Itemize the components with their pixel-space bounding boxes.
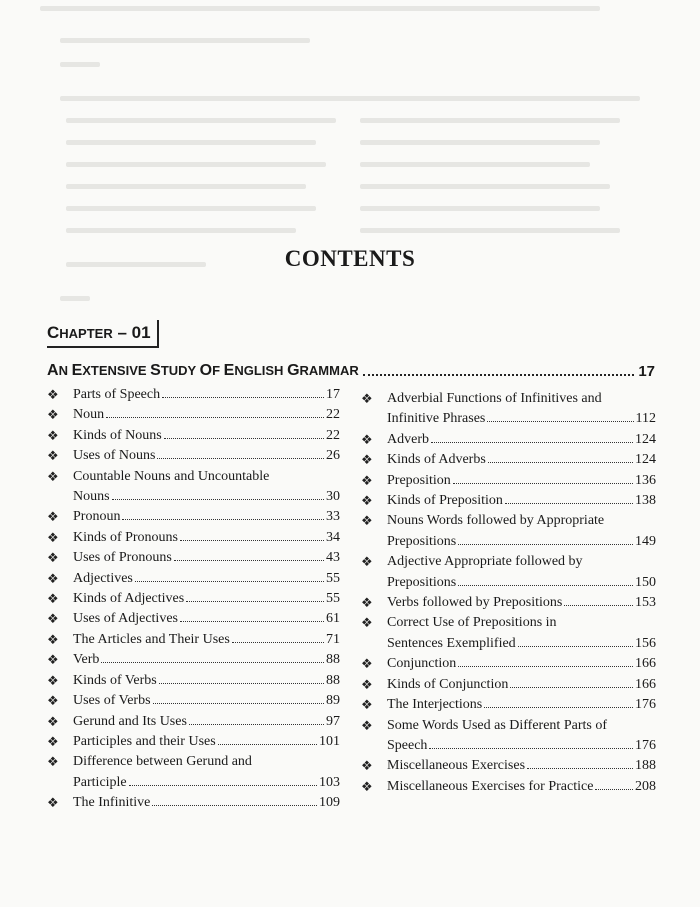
entry-title: Prepositions bbox=[387, 574, 457, 590]
page-number: 34 bbox=[326, 529, 340, 545]
page-number: 22 bbox=[326, 407, 340, 423]
entry-title: Kinds of Adverbs bbox=[387, 452, 486, 468]
entry-title-line: Nouns Words followed by Appropriate bbox=[387, 513, 605, 529]
page-number: 166 bbox=[635, 656, 656, 672]
toc-left-entry bbox=[47, 712, 340, 732]
chapter-word: HAPTER bbox=[59, 326, 113, 341]
toc-left-entry bbox=[47, 548, 340, 568]
dot-leader bbox=[232, 642, 324, 643]
entry-title: The Articles and Their Uses bbox=[73, 631, 230, 647]
page-number: 101 bbox=[319, 733, 340, 749]
dot-leader bbox=[429, 748, 633, 749]
toc-left-entry bbox=[47, 589, 340, 609]
bullet-icon: ❖ bbox=[361, 758, 373, 774]
toc-left-entry bbox=[47, 569, 340, 589]
dot-leader bbox=[218, 744, 317, 745]
toc-left-entry bbox=[47, 467, 340, 508]
bullet-icon: ❖ bbox=[47, 570, 59, 586]
section-heading bbox=[47, 362, 655, 380]
dot-leader bbox=[180, 540, 324, 541]
entry-title: Speech bbox=[387, 737, 428, 753]
bullet-icon: ❖ bbox=[361, 472, 373, 488]
dot-leader bbox=[122, 519, 324, 520]
bullet-icon: ❖ bbox=[47, 713, 59, 729]
bullet-icon: ❖ bbox=[361, 452, 373, 468]
toc-left-entry bbox=[47, 528, 340, 548]
toc-right-entry bbox=[361, 716, 656, 757]
entry-title: Participles and their Uses bbox=[73, 733, 216, 749]
entry-title: Kinds of Adjectives bbox=[73, 591, 185, 607]
dot-leader bbox=[453, 483, 633, 484]
toc-right-entry bbox=[361, 430, 656, 450]
entry-title: Pronoun bbox=[73, 509, 121, 525]
page-number: 33 bbox=[326, 509, 340, 525]
page-number: 150 bbox=[635, 574, 656, 590]
dot-leader bbox=[157, 458, 324, 459]
bullet-icon: ❖ bbox=[47, 407, 59, 423]
entry-title: Prepositions bbox=[387, 533, 457, 549]
bullet-icon: ❖ bbox=[47, 693, 59, 709]
toc-left-entry bbox=[47, 691, 340, 711]
toc-right-entry bbox=[361, 491, 656, 511]
entry-title-line: Adjective Appropriate followed by bbox=[387, 554, 583, 570]
toc-right-entry bbox=[361, 777, 656, 797]
dot-leader bbox=[174, 560, 324, 561]
bleed-through-texture bbox=[0, 0, 700, 320]
entry-title: Kinds of Pronouns bbox=[73, 529, 179, 545]
toc-left-entry bbox=[47, 507, 340, 527]
page-number: 55 bbox=[326, 591, 340, 607]
bullet-icon: ❖ bbox=[47, 652, 59, 668]
page-number: 124 bbox=[635, 452, 656, 468]
entry-title: Conjunction bbox=[387, 656, 457, 672]
toc-right-entry bbox=[361, 654, 656, 674]
bullet-icon: ❖ bbox=[47, 591, 59, 607]
entry-title: Uses of Nouns bbox=[73, 448, 156, 464]
page-number: 188 bbox=[635, 758, 656, 774]
toc-left-entry bbox=[47, 793, 340, 813]
entry-title: The Infinitive bbox=[73, 795, 151, 811]
page-number: 136 bbox=[635, 472, 656, 488]
entry-title: Verbs followed by Prepositions bbox=[387, 595, 563, 611]
dot-leader bbox=[112, 499, 324, 500]
bullet-icon: ❖ bbox=[361, 391, 373, 406]
page-number: 176 bbox=[635, 737, 656, 753]
toc-right-entry bbox=[361, 389, 656, 430]
dot-leader bbox=[487, 421, 633, 422]
bullet-icon: ❖ bbox=[47, 427, 59, 443]
bullet-icon: ❖ bbox=[361, 513, 373, 529]
dot-leader bbox=[152, 805, 317, 806]
bullet-icon: ❖ bbox=[47, 448, 59, 464]
entry-title: Sentences Exemplified bbox=[387, 635, 516, 651]
toc-left-entry bbox=[47, 671, 340, 691]
toc-left-column bbox=[47, 385, 340, 814]
dot-leader bbox=[186, 601, 324, 602]
bullet-icon: ❖ bbox=[47, 529, 59, 545]
toc-right-entry bbox=[361, 450, 656, 470]
toc-right-entry bbox=[361, 613, 656, 654]
bullet-icon: ❖ bbox=[47, 509, 59, 525]
bullet-icon: ❖ bbox=[47, 387, 59, 402]
page-number: 97 bbox=[326, 713, 340, 729]
entry-title: Nouns bbox=[73, 489, 110, 505]
page-number: 149 bbox=[635, 533, 656, 549]
dot-leader bbox=[458, 544, 633, 545]
bullet-icon: ❖ bbox=[361, 656, 373, 672]
dot-leader bbox=[153, 703, 324, 704]
bullet-icon: ❖ bbox=[47, 733, 59, 749]
page-number: 138 bbox=[635, 493, 656, 509]
page-number: 30 bbox=[326, 489, 340, 505]
dot-leader bbox=[180, 621, 324, 622]
entry-title: Uses of Pronouns bbox=[73, 550, 172, 566]
bullet-icon: ❖ bbox=[361, 554, 373, 570]
toc-right-entry bbox=[361, 695, 656, 715]
entry-title: Uses of Verbs bbox=[73, 693, 151, 709]
toc-right-entry bbox=[361, 593, 656, 613]
page-number: 166 bbox=[635, 676, 656, 692]
dot-leader bbox=[510, 687, 633, 688]
entry-title: Kinds of Conjunction bbox=[387, 676, 509, 692]
page-number: 26 bbox=[326, 448, 340, 464]
section-heading-page: 17 bbox=[638, 363, 655, 380]
entry-title: Adverb bbox=[387, 431, 429, 447]
bullet-icon: ❖ bbox=[47, 754, 59, 770]
chapter-label bbox=[47, 320, 159, 348]
entry-title: The Interjections bbox=[387, 697, 483, 713]
toc-right-entry bbox=[361, 511, 656, 552]
page-number: 103 bbox=[319, 774, 340, 790]
toc-left-entry bbox=[47, 732, 340, 752]
entry-title: Preposition bbox=[387, 472, 451, 488]
dot-leader bbox=[129, 785, 317, 786]
page-title: CONTENTS bbox=[284, 246, 416, 271]
toc-right-entry bbox=[361, 675, 656, 695]
toc-left-entry bbox=[47, 609, 340, 629]
page-number: 88 bbox=[326, 672, 340, 688]
bullet-icon: ❖ bbox=[361, 615, 373, 631]
entry-title: Adjectives bbox=[73, 570, 133, 586]
bullet-icon: ❖ bbox=[361, 493, 373, 509]
page-number: 88 bbox=[326, 652, 340, 668]
bullet-icon: ❖ bbox=[361, 778, 373, 794]
toc-right-entry bbox=[361, 471, 656, 491]
dot-leader bbox=[135, 581, 324, 582]
page-number: 112 bbox=[635, 411, 656, 427]
bullet-icon: ❖ bbox=[47, 795, 59, 811]
dot-leader bbox=[106, 417, 324, 418]
entry-title: Verb bbox=[73, 652, 100, 668]
toc-left-entry bbox=[47, 385, 340, 405]
bullet-icon: ❖ bbox=[47, 550, 59, 566]
chapter-prefix: C bbox=[47, 323, 60, 342]
page-number: 22 bbox=[326, 427, 340, 443]
entry-title-line: Countable Nouns and Uncountable bbox=[73, 468, 270, 484]
toc-left-entry bbox=[47, 630, 340, 650]
page-number: 109 bbox=[319, 795, 340, 811]
entry-title: Miscellaneous Exercises bbox=[387, 758, 526, 774]
dot-leader bbox=[159, 683, 324, 684]
page-number: 156 bbox=[635, 635, 656, 651]
dot-leader bbox=[488, 462, 633, 463]
entry-title: Miscellaneous Exercises for Practice bbox=[387, 778, 594, 794]
page-number: 17 bbox=[326, 387, 340, 402]
toc-right-entry bbox=[361, 552, 656, 593]
dot-leader bbox=[564, 605, 633, 606]
section-heading-text: AN EXTENSIVE STUDY OF ENGLISH GRAMMAR bbox=[47, 362, 359, 379]
entry-title: Participle bbox=[73, 774, 127, 790]
dot-leader bbox=[518, 646, 633, 647]
dot-leader bbox=[189, 724, 324, 725]
dot-leader bbox=[505, 503, 633, 504]
bullet-icon: ❖ bbox=[47, 672, 59, 688]
entry-title: Gerund and Its Uses bbox=[73, 713, 187, 729]
bullet-icon: ❖ bbox=[47, 468, 59, 484]
toc-left-entry bbox=[47, 446, 340, 466]
toc-left-entry bbox=[47, 405, 340, 425]
entry-title: Kinds of Nouns bbox=[73, 427, 162, 443]
entry-title: Kinds of Verbs bbox=[73, 672, 157, 688]
dot-leader bbox=[164, 438, 324, 439]
dot-leader bbox=[363, 374, 635, 376]
page-number: 176 bbox=[635, 697, 656, 713]
toc-left-entry bbox=[47, 426, 340, 446]
entry-title-line: Difference between Gerund and bbox=[73, 754, 252, 770]
chapter-number: – 01 bbox=[112, 323, 151, 342]
dot-leader bbox=[162, 397, 324, 398]
entry-title-line: Some Words Used as Different Parts of bbox=[387, 717, 607, 733]
dot-leader bbox=[101, 662, 324, 663]
dot-leader bbox=[431, 442, 633, 443]
page-number: 71 bbox=[326, 631, 340, 647]
page-number: 208 bbox=[635, 778, 656, 794]
toc-left-entry bbox=[47, 752, 340, 793]
dot-leader bbox=[595, 789, 633, 790]
bullet-icon: ❖ bbox=[361, 431, 373, 447]
bullet-icon: ❖ bbox=[361, 717, 373, 733]
bullet-icon: ❖ bbox=[47, 631, 59, 647]
page-number: 43 bbox=[326, 550, 340, 566]
entry-title: Kinds of Preposition bbox=[387, 493, 503, 509]
entry-title: Parts of Speech bbox=[73, 387, 161, 402]
toc-right-column bbox=[361, 389, 656, 797]
toc-right-entry bbox=[361, 756, 656, 776]
bullet-icon: ❖ bbox=[47, 611, 59, 627]
dot-leader bbox=[484, 707, 633, 708]
page-number: 89 bbox=[326, 693, 340, 709]
entry-title: Noun bbox=[73, 407, 105, 423]
dot-leader bbox=[527, 768, 633, 769]
page-number: 153 bbox=[635, 595, 656, 611]
dot-leader bbox=[458, 666, 633, 667]
entry-title-line: Correct Use of Prepositions in bbox=[387, 615, 557, 631]
entry-title: Uses of Adjectives bbox=[73, 611, 178, 627]
bullet-icon: ❖ bbox=[361, 676, 373, 692]
page-number: 55 bbox=[326, 570, 340, 586]
dot-leader bbox=[458, 585, 633, 586]
entry-title: Infinitive Phrases bbox=[387, 411, 486, 427]
bullet-icon: ❖ bbox=[361, 595, 373, 611]
toc-left-entry bbox=[47, 650, 340, 670]
bullet-icon: ❖ bbox=[361, 697, 373, 713]
entry-title-line: Adverbial Functions of Infinitives and bbox=[387, 391, 602, 406]
page-number: 124 bbox=[635, 431, 656, 447]
page-number: 61 bbox=[326, 611, 340, 627]
